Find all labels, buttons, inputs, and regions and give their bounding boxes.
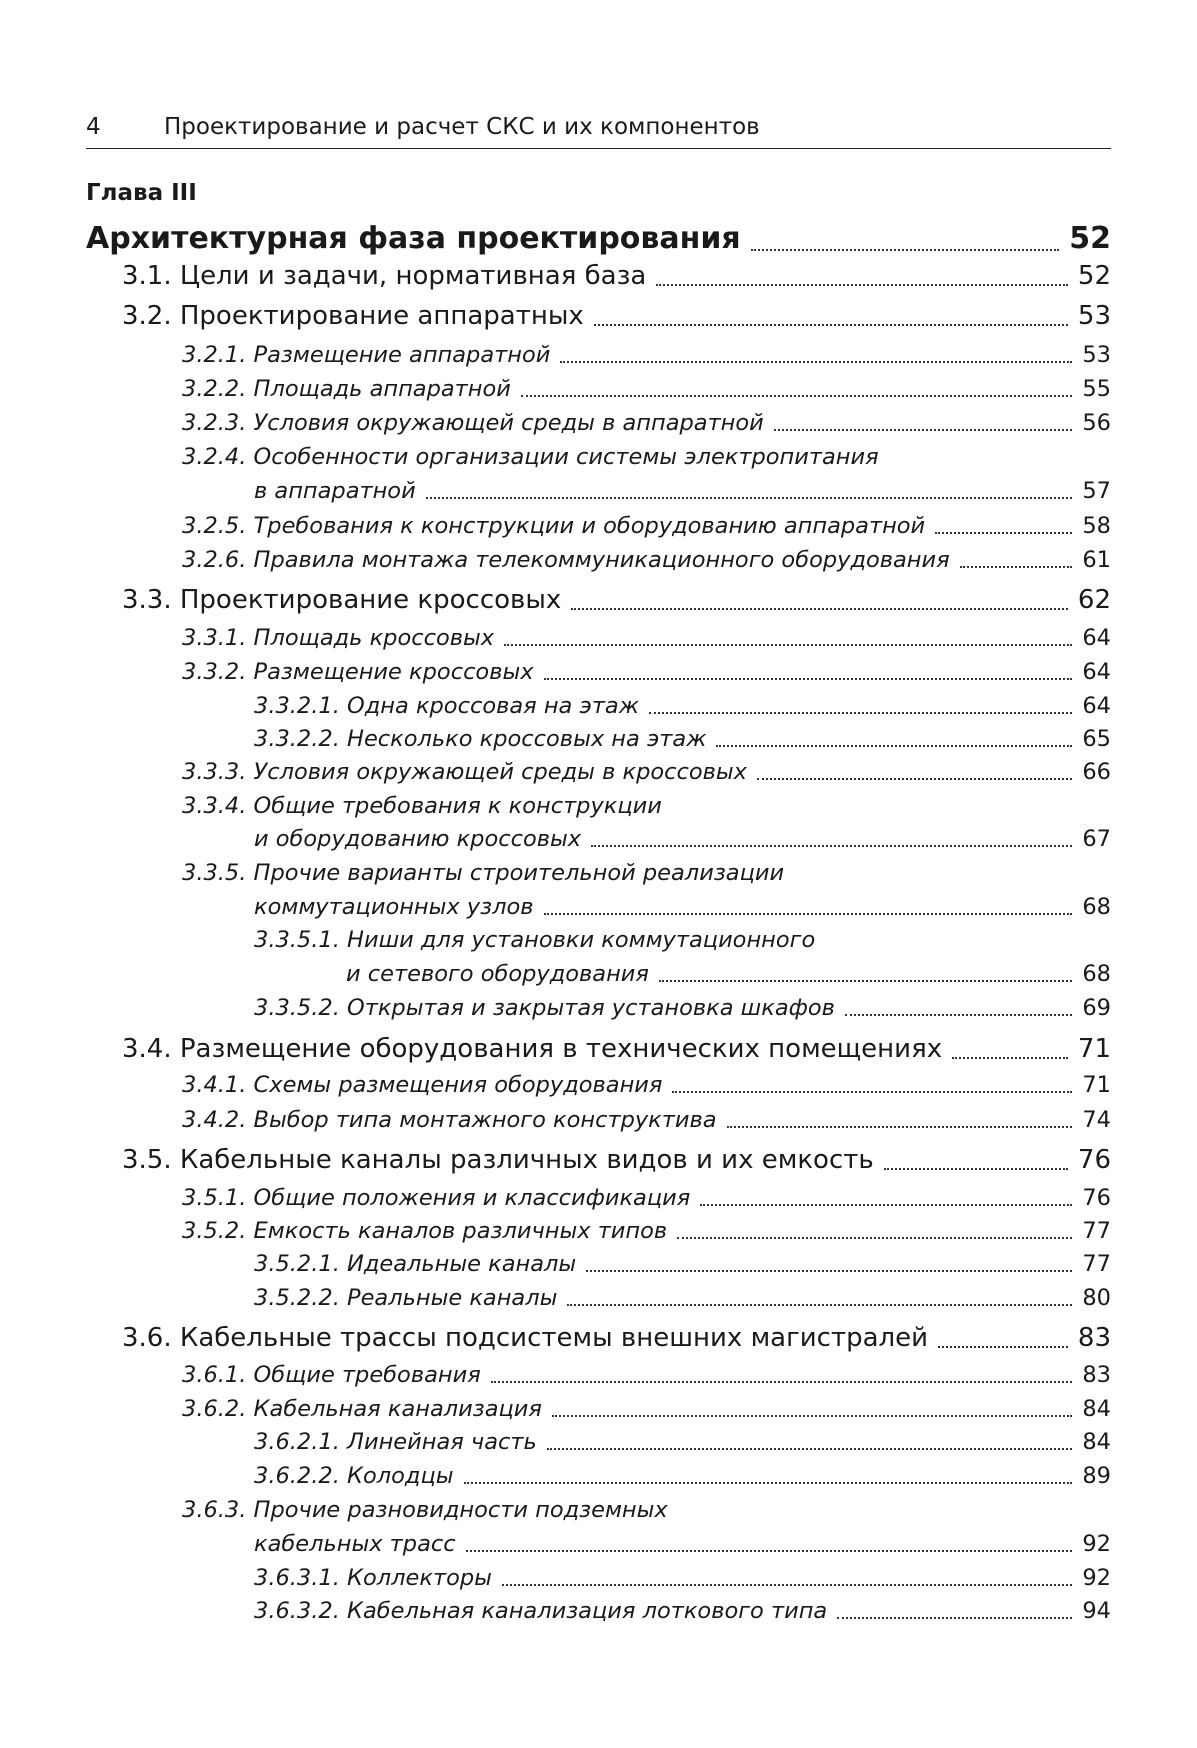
- toc-entry-page: 89: [1082, 1463, 1111, 1489]
- toc-entry[interactable]: [254, 1286, 1111, 1312]
- toc-entry-page: 76: [1082, 1185, 1111, 1211]
- toc-entry-title: 3.1. Цели и задачи, нормативная база: [122, 261, 647, 291]
- toc-entry[interactable]: [254, 1252, 1111, 1278]
- toc-entry-page: 61: [1082, 547, 1111, 573]
- dot-leader: [751, 249, 1060, 251]
- toc-entry-page: 66: [1082, 759, 1111, 785]
- dot-leader: [677, 1237, 1072, 1239]
- toc-entry-title: 3.3.5.2. Открытая и закрытая установка шкафов: [254, 995, 835, 1021]
- toc-entry-title: 3.6.2. Кабельная канализация: [182, 1396, 542, 1422]
- toc-entry[interactable]: [254, 1566, 1111, 1592]
- toc-entry-title: и оборудованию кроссовых: [254, 826, 582, 852]
- toc-entry-page: 71: [1082, 1072, 1111, 1098]
- toc-entry-title: 3.2.2. Площадь аппаратной: [182, 376, 511, 402]
- toc-entry[interactable]: [254, 727, 1111, 753]
- toc-entry-page: 71: [1077, 1034, 1111, 1064]
- toc-entry[interactable]: [254, 694, 1111, 720]
- running-title: Проектирование и расчет СКС и их компонентов: [164, 114, 760, 140]
- dot-leader: [716, 745, 1072, 747]
- toc-entry-page: 64: [1082, 659, 1111, 685]
- toc-entry[interactable]: [254, 1532, 1111, 1558]
- dot-leader: [464, 1482, 1073, 1484]
- toc-entry[interactable]: [254, 479, 1111, 505]
- toc-entry-title: 3.6.3.2. Кабельная канализация лоткового типа: [254, 1598, 828, 1624]
- toc-entry[interactable]: [182, 1186, 1111, 1212]
- toc-entry-title: в аппаратной: [254, 478, 416, 504]
- toc-entry[interactable]: [182, 548, 1111, 574]
- toc-entry-title: 3.4.2. Выбор типа монтажного конструктива: [182, 1107, 717, 1133]
- toc-entry-page: 92: [1082, 1565, 1111, 1591]
- toc-entry-title: 3.3.1. Площадь кроссовых: [182, 625, 495, 651]
- toc-entry[interactable]: [122, 586, 1111, 616]
- toc-entry-page: 58: [1082, 513, 1111, 539]
- page-number: 4: [86, 114, 101, 140]
- toc-entry-page: 83: [1077, 1323, 1111, 1353]
- toc-entry-title: и сетевого оборудования: [346, 961, 649, 987]
- toc-entry-title: 3.3.2.2. Несколько кроссовых на этаж: [254, 726, 707, 752]
- toc-entry-title: 3.6.1. Общие требования: [182, 1362, 481, 1388]
- toc-entry-page: 65: [1082, 726, 1111, 752]
- toc-entry[interactable]: [182, 626, 1111, 652]
- toc-entry-page: 57: [1082, 478, 1111, 504]
- dot-leader: [544, 913, 1073, 915]
- toc-entry-title: 3.5.2. Емкость каналов различных типов: [182, 1218, 668, 1244]
- toc-entry-page: 84: [1082, 1396, 1111, 1422]
- toc-entry[interactable]: [182, 411, 1111, 437]
- dot-leader: [672, 1091, 1072, 1093]
- dot-leader: [594, 324, 1068, 326]
- toc-entry-title: 3.2. Проектирование аппаратных: [122, 301, 584, 331]
- dot-leader: [960, 566, 1073, 568]
- page-header: [86, 108, 1111, 149]
- toc-entry-title: 3.6.2.2. Колодцы: [254, 1463, 454, 1489]
- toc-entry[interactable]: [182, 343, 1111, 369]
- toc-entry-title: 3.5.2.1. Идеальные каналы: [254, 1251, 577, 1277]
- toc-entry[interactable]: [182, 1073, 1111, 1099]
- dot-leader: [586, 1270, 1072, 1272]
- toc-entry-first-line: 3.3.4. Общие требования к конструкции: [182, 793, 662, 819]
- toc-entry-first-line: 3.2.4. Особенности организации системы электропитания: [182, 444, 879, 470]
- dot-leader: [491, 1381, 1073, 1383]
- toc-entry-title: 3.2.1. Размещение аппаратной: [182, 342, 551, 368]
- toc-entry-page: 68: [1082, 894, 1111, 920]
- toc-entry[interactable]: [346, 962, 1111, 988]
- toc-entry[interactable]: [182, 1363, 1111, 1389]
- toc-entry-page: 80: [1082, 1285, 1111, 1311]
- toc-entry-title: 3.4.1. Схемы размещения оборудования: [182, 1072, 663, 1098]
- dot-leader: [659, 980, 1072, 982]
- toc-entry-page: 64: [1082, 693, 1111, 719]
- toc-entry[interactable]: [254, 827, 1111, 853]
- dot-leader: [504, 644, 1072, 646]
- toc-entry-title: кабельных трасс: [254, 1531, 456, 1557]
- toc-entry-page: 64: [1082, 625, 1111, 651]
- toc-entry-title: 3.5.2.2. Реальные каналы: [254, 1285, 558, 1311]
- dot-leader: [757, 778, 1072, 780]
- toc-entry-title: 3.3. Проектирование кроссовых: [122, 585, 562, 615]
- dot-leader: [567, 1304, 1072, 1306]
- toc-entry-title: 3.2.6. Правила монтажа телекоммуникационного оборудования: [182, 547, 950, 573]
- toc-entry[interactable]: [182, 1397, 1111, 1423]
- dot-leader: [560, 361, 1072, 363]
- toc-entry-page: 69: [1082, 995, 1111, 1021]
- toc-entry-page: 55: [1082, 376, 1111, 402]
- toc-entry-page: 56: [1082, 410, 1111, 436]
- toc-entry-page: 77: [1082, 1218, 1111, 1244]
- toc-entry-title: коммутационных узлов: [254, 894, 534, 920]
- toc-entry-page: 53: [1082, 342, 1111, 368]
- toc-entry[interactable]: [122, 1035, 1111, 1065]
- toc-entry[interactable]: [182, 514, 1111, 540]
- dot-leader: [591, 845, 1072, 847]
- toc-entry[interactable]: [122, 1146, 1111, 1176]
- toc-entry[interactable]: [254, 1464, 1111, 1490]
- toc-entry-title: 3.6. Кабельные трассы подсистемы внешних магистралей: [122, 1323, 929, 1353]
- chapter-title-entry[interactable]: [86, 222, 1111, 257]
- toc-entry-page: 68: [1082, 961, 1111, 987]
- toc-entry[interactable]: [122, 1324, 1111, 1354]
- toc-entry-page: 74: [1082, 1107, 1111, 1133]
- toc-entry-title: 3.6.2.1. Линейная часть: [254, 1429, 537, 1455]
- dot-leader: [656, 284, 1068, 286]
- toc-entry-title: 3.3.3. Условия окружающей среды в кроссовых: [182, 759, 747, 785]
- toc-entry-page: 92: [1082, 1531, 1111, 1557]
- dot-leader: [649, 712, 1072, 714]
- dot-leader: [952, 1057, 1068, 1059]
- dot-leader: [544, 678, 1073, 680]
- toc-entry-page: 53: [1077, 301, 1111, 331]
- toc-entry-title: 3.4. Размещение оборудования в технических помещениях: [122, 1034, 943, 1064]
- dot-leader: [727, 1126, 1073, 1128]
- toc-entry-title: 3.6.3.1. Коллекторы: [254, 1565, 492, 1591]
- toc-entry[interactable]: [254, 1430, 1111, 1456]
- toc-entry-page: 77: [1082, 1251, 1111, 1277]
- toc-entry-first-line: 3.3.5.1. Ниши для установки коммутационного: [254, 927, 816, 953]
- toc-entry-title: 3.3.2.1. Одна кроссовая на этаж: [254, 693, 639, 719]
- toc-entry[interactable]: [254, 895, 1111, 921]
- dot-leader: [774, 429, 1073, 431]
- toc-entry[interactable]: [122, 302, 1111, 332]
- toc-entry-page: 62: [1077, 585, 1111, 615]
- dot-leader: [426, 497, 1073, 499]
- dot-leader: [837, 1617, 1072, 1619]
- dot-leader: [935, 532, 1072, 534]
- toc-entry-page: 84: [1082, 1429, 1111, 1455]
- toc-entry[interactable]: [254, 996, 1111, 1022]
- toc-entry[interactable]: [182, 660, 1111, 686]
- toc-entry[interactable]: [182, 1219, 1111, 1245]
- dot-leader: [938, 1346, 1068, 1348]
- toc-entry-title: 3.5.1. Общие положения и классификация: [182, 1185, 691, 1211]
- dot-leader: [466, 1550, 1073, 1552]
- toc-entry-title: 3.5. Кабельные каналы различных видов и их емкость: [122, 1145, 874, 1175]
- chapter-page: 52: [1069, 221, 1111, 256]
- toc-entry[interactable]: [182, 1108, 1111, 1134]
- toc-entry-page: 94: [1082, 1598, 1111, 1624]
- toc-entry-title: 3.2.3. Условия окружающей среды в аппаратной: [182, 410, 764, 436]
- toc-entry-title: 3.3.2. Размещение кроссовых: [182, 659, 534, 685]
- dot-leader: [571, 608, 1068, 610]
- chapter-title: Архитектурная фаза проектирования: [86, 221, 741, 256]
- toc-entry[interactable]: [182, 377, 1111, 403]
- dot-leader: [502, 1584, 1072, 1586]
- toc-entry-title: 3.2.5. Требования к конструкции и оборудованию аппаратной: [182, 513, 926, 539]
- dot-leader: [884, 1168, 1068, 1170]
- dot-leader: [700, 1204, 1072, 1206]
- dot-leader: [547, 1448, 1073, 1450]
- chapter-label: Глава III: [86, 180, 197, 206]
- toc-entry-first-line: 3.3.5. Прочие варианты строительной реализации: [182, 860, 785, 886]
- toc-entry-page: 76: [1077, 1145, 1111, 1175]
- toc-entry[interactable]: [254, 1599, 1111, 1625]
- dot-leader: [521, 395, 1073, 397]
- toc-entry-first-line: 3.6.3. Прочие разновидности подземных: [182, 1497, 668, 1523]
- dot-leader: [845, 1014, 1072, 1016]
- toc-entry-page: 83: [1082, 1362, 1111, 1388]
- dot-leader: [552, 1415, 1072, 1417]
- toc-entry-page: 52: [1077, 261, 1111, 291]
- toc-entry[interactable]: [182, 760, 1111, 786]
- toc-entry-page: 67: [1082, 826, 1111, 852]
- toc-entry[interactable]: [122, 262, 1111, 292]
